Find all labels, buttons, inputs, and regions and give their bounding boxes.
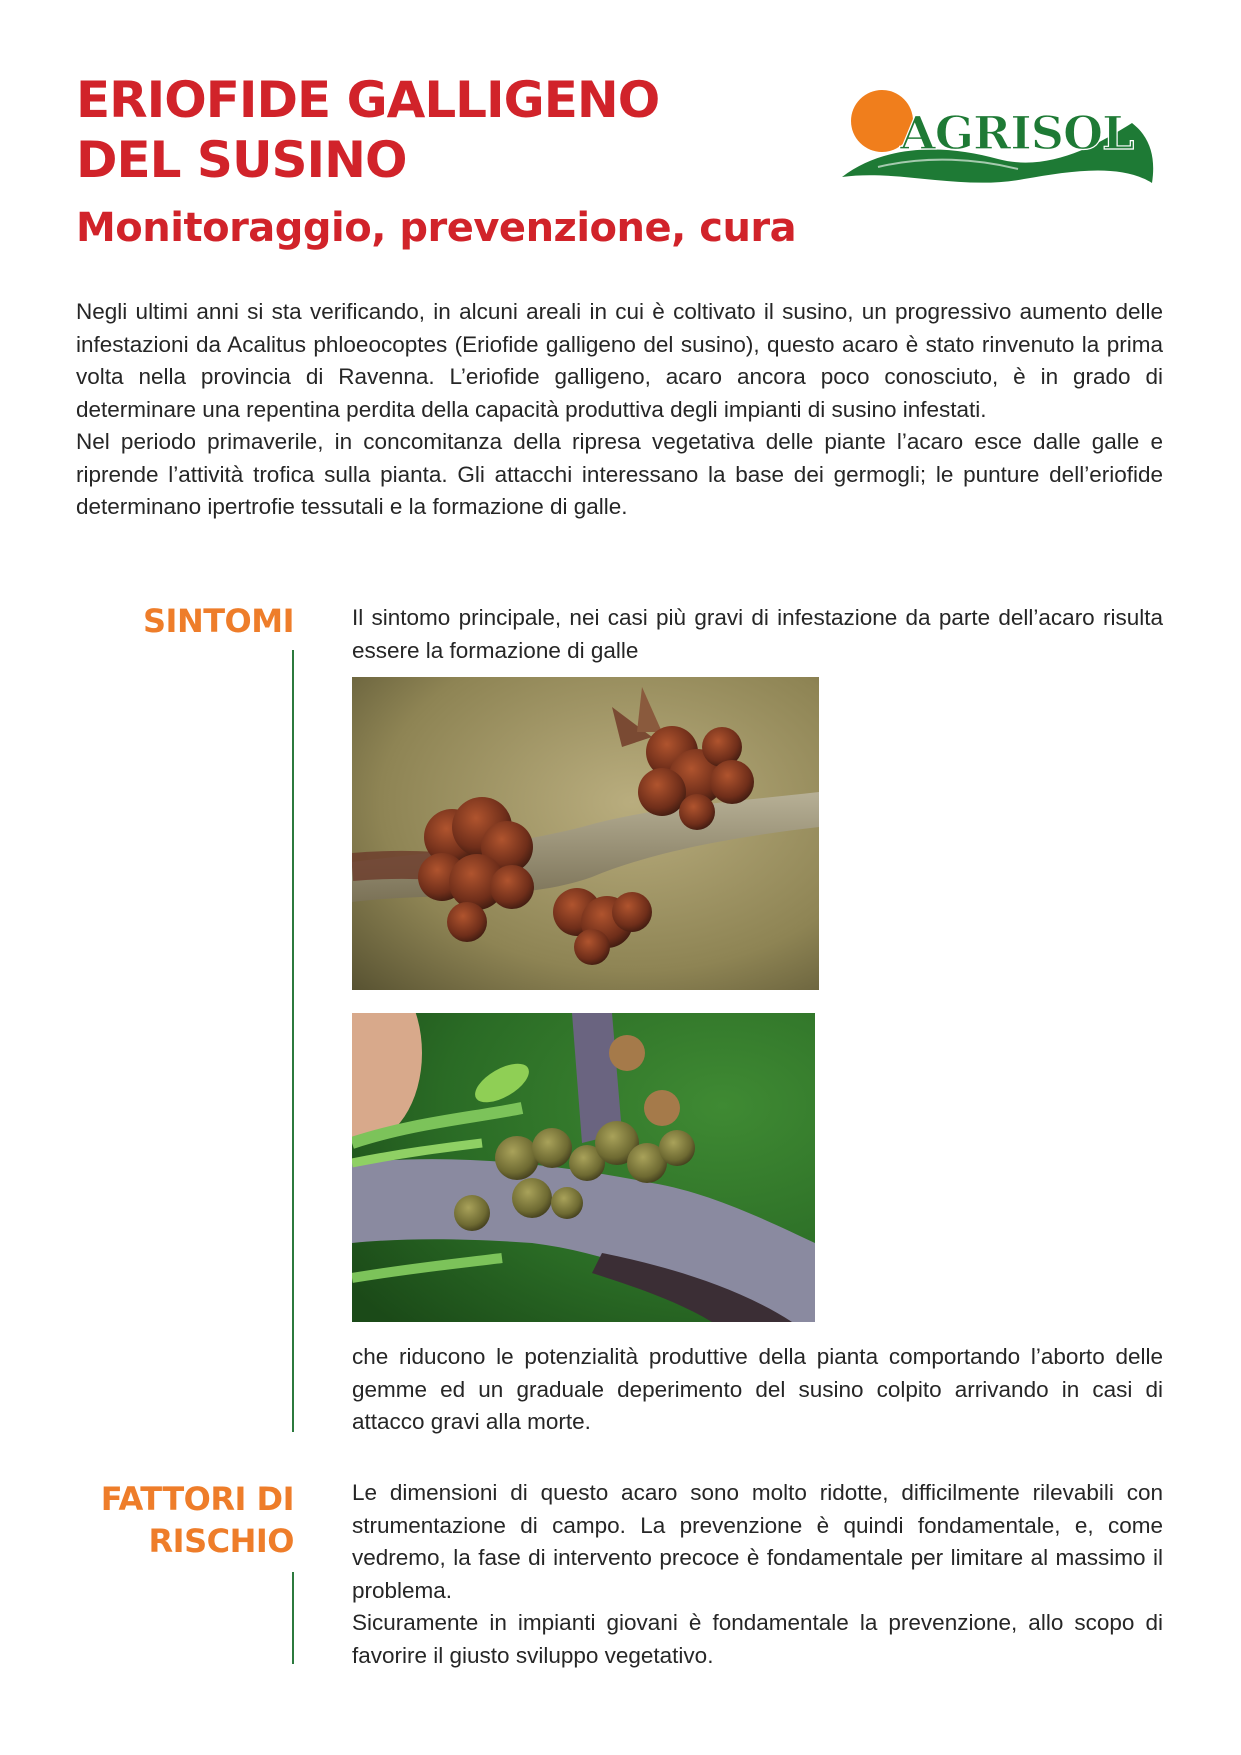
sintomi-continuation-text — [352, 1341, 1163, 1439]
fattori-heading-line-1: FATTORI DI — [100, 1480, 294, 1518]
sintomi-text-before: Il sintomo principale, nei casi più gravi di infestazione da parte dell’acaro risulta essere la formazione di galle — [352, 605, 1163, 663]
fattori-paragraph-1: Le dimensioni di questo acaro sono molto ridotte, difficilmente rilevabili con strumentazione di campo. La prevenzione è quindi fondamentale, e, come vedremo, la fase di intervento precoce è fondamentale per limitare al massimo il problema. — [352, 1480, 1163, 1603]
gall-photo-1 — [352, 677, 819, 990]
fattori-paragraph-2: Sicuramente in impianti giovani è fondamentale la prevenzione, allo scopo di favorire il giusto sviluppo vegetativo. — [352, 1610, 1163, 1668]
intro-paragraph-1: Negli ultimi anni si sta verificando, in alcuni areali in cui è coltivato il susino, un progressivo aumento delle infestazioni da Acalitus phloeocoptes (Eriofide galligeno del susino), questo acaro è stato rinvenuto la prima volta nella provincia di Ravenna. L’eriofide galligeno, acaro ancora poco conosciuto, è in grado di determinare una repentina perdita della capacità produttiva degli impianti di susino infestati. — [76, 299, 1163, 422]
title-line-1: ERIOFIDE GALLIGENO — [76, 71, 660, 129]
logo-text: AGRISOL — [900, 106, 1134, 160]
section-heading-fattori — [101, 1478, 294, 1562]
page-subtitle: Monitoraggio, prevenzione, cura — [76, 205, 797, 251]
intro-text — [76, 296, 1163, 524]
agrisol-logo — [838, 85, 1158, 195]
page-title — [76, 70, 659, 190]
sintomi-text-after: che riducono le potenzialità produttive della pianta comportando l’aborto delle gemme ed un graduale deperimento del susino colpito arrivando in casi di attacco gravi alla morte. — [352, 1344, 1163, 1434]
section-heading-sintomi: SINTOMI — [142, 602, 294, 640]
title-line-2: DEL SUSINO — [76, 131, 407, 189]
section-divider-sintomi — [292, 650, 294, 1432]
sintomi-intro-text — [352, 602, 1163, 667]
intro-paragraph-2: Nel periodo primaverile, in concomitanza della ripresa vegetativa delle piante l’acaro esce dalle galle e riprende l’attività trofica sulla pianta. Gli attacchi interessano la base dei germogli; le punture dell’eriofide determinano ipertrofie tessutali e la formazione di galle. — [76, 429, 1163, 519]
section-divider-fattori — [292, 1572, 294, 1664]
fattori-heading-line-2: RISCHIO — [148, 1522, 294, 1560]
gall-photo-2 — [352, 1013, 815, 1322]
fattori-text — [352, 1477, 1163, 1672]
